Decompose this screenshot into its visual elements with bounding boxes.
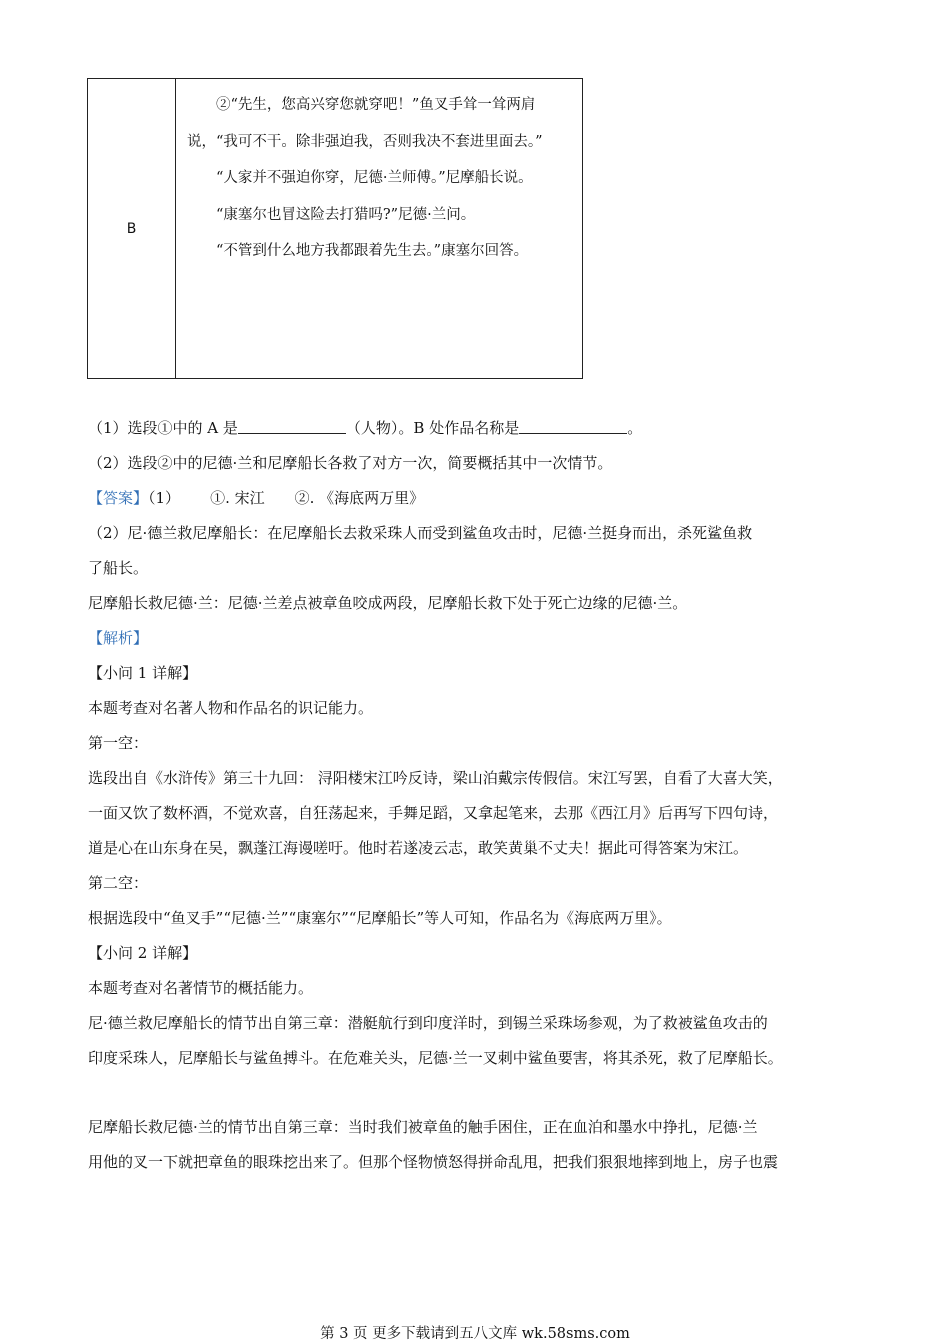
page-footer: 第 3 页 更多下载请到五八文库 wk.58sms.com — [320, 1326, 630, 1342]
question-2: （2）选段②中的尼德·兰和尼摩船长各救了对方一次，简要概括其中一次情节。 — [88, 454, 613, 472]
sub2-title: 【小问 2 详解】 — [88, 944, 198, 962]
sub1-title: 【小问 1 详解】 — [88, 664, 198, 682]
excerpt-paragraph: “不管到什么地方我都跟着先生去。”康塞尔回答。 — [216, 243, 529, 259]
q1-suffix: 。 — [627, 419, 643, 437]
answer-2-line-1: （2）尼·德兰救尼摩船长：在尼摩船长去救采珠人而受到鲨鱼攻击时，尼德·兰挺身而出，杀死鲨鱼救 — [88, 524, 753, 542]
sub2-paragraph-1: 尼·德兰救尼摩船长的情节出自第三章：潜艇航行到印度洋时，到锡兰采珠场参观，为了救被鲨鱼攻击的 — [88, 1014, 768, 1032]
question-1 — [88, 411, 878, 446]
answer-3: 尼摩船长救尼德·兰：尼德·兰差点被章鱼咬成两段，尼摩船长救下处于死亡边缘的尼德·兰。 — [88, 594, 688, 612]
sub2-intro: 本题考查对名著情节的概括能力。 — [88, 979, 314, 997]
answer-num: （1） — [148, 489, 181, 507]
excerpt-paragraph: “人家并不强迫你穿，尼德·兰师傅。”尼摩船长说。 — [216, 170, 533, 186]
answer-2: ②. 《海底两万里》 — [294, 489, 425, 507]
table-label: B — [126, 220, 137, 237]
blank1-text: 选段出自《水浒传》第三十九回： 浔阳楼宋江吟反诗，梁山泊戴宗传假信。宋江写罢，自看了大喜大笑， — [88, 769, 783, 787]
sub2-paragraph-1: 印度采珠人，尼摩船长与鲨鱼搏斗。在危难关头，尼德·兰一叉刺中鲨鱼要害，将其杀死，救了尼摩船长。 — [88, 1049, 783, 1067]
blank1-text: 一面又饮了数杯酒，不觉欢喜，自狂荡起来，手舞足蹈，又拿起笔来，去那《西江月》后再写下四句诗， — [88, 804, 779, 822]
table-text-cell — [176, 79, 582, 378]
sub1-intro: 本题考查对名著人物和作品名的识记能力。 — [88, 699, 374, 717]
table-label-cell — [88, 79, 176, 378]
blank2-text: 根据选段中“鱼叉手”“尼德·兰”“康塞尔”“尼摩船长”等人可知，作品名为《海底两万里》。 — [88, 909, 672, 927]
answer-1: ①. 宋江 — [210, 489, 265, 507]
sub2-paragraph-2: 用他的叉一下就把章鱼的眼珠挖出来了。但那个怪物愤怒得拼命乱甩，把我们狠狠地摔到地上，房子也震 — [88, 1153, 779, 1171]
excerpt-paragraph: ②“先生，您高兴穿您就穿吧！”鱼叉手耸一耸两肩说，“我可不干。除非强迫我，否则我决不套进里面去。” — [187, 97, 543, 150]
q1-prefix: （1）选段①中的 A 是 — [88, 419, 238, 437]
answer-tag: 【答案】 — [88, 489, 149, 507]
blank2-title: 第二空： — [88, 874, 149, 892]
blank1-text: 道是心在山东身在吴，飘蓬江海谩嗟吁。他时若遂凌云志，敢笑黄巢不丈夫！据此可得答案为宋江。 — [88, 839, 749, 857]
sub2-paragraph-2: 尼摩船长救尼德·兰的情节出自第三章：当时我们被章鱼的触手困住，正在血泊和墨水中挣扎，尼德·兰 — [88, 1118, 758, 1136]
excerpt-paragraph: “康塞尔也冒这险去打猎吗?”尼德·兰问。 — [216, 206, 476, 223]
excerpt-table — [87, 78, 583, 379]
answer-blank-1 — [238, 419, 346, 434]
q1-mid: （人物）。B 处作品名称是 — [345, 419, 520, 437]
question-content — [88, 411, 878, 1180]
answer-blank-2 — [519, 419, 627, 434]
blank1-title: 第一空： — [88, 734, 149, 752]
analysis-tag: 【解析】 — [88, 629, 149, 647]
answer-line — [88, 481, 878, 516]
answer-2-line-2: 了船长。 — [88, 559, 149, 577]
